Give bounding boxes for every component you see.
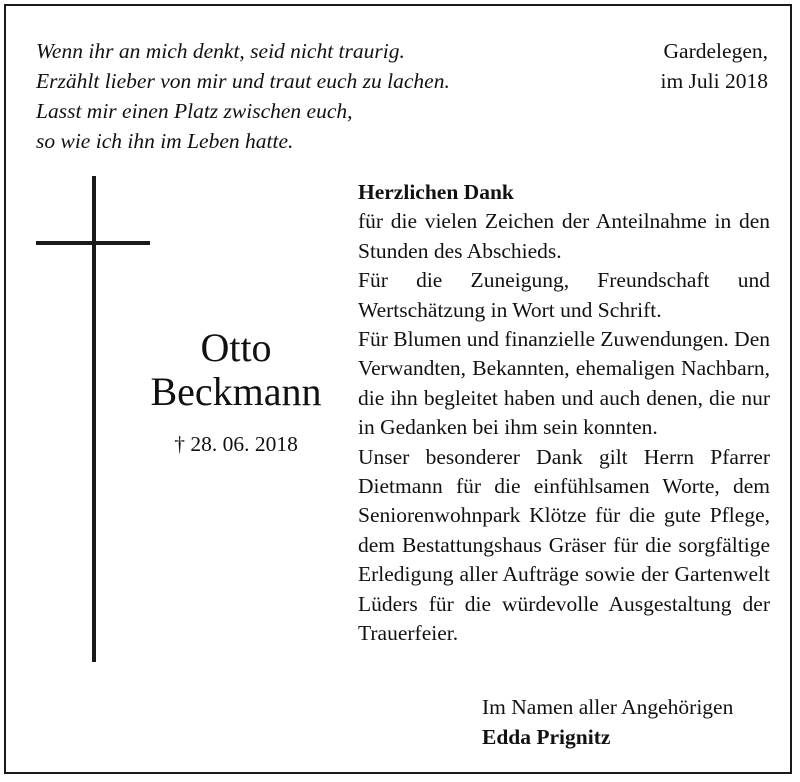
place-date	[660, 36, 768, 96]
death-date: † 28. 06. 2018	[174, 432, 298, 456]
thanks-paragraph: für die vielen Zeichen der Anteilnahme in den Stunden des Abschieds.	[358, 209, 770, 263]
signature-intro: Im Namen aller Angehörigen	[482, 695, 734, 719]
obituary-card	[4, 4, 792, 774]
deceased-first-name: Otto	[200, 325, 272, 370]
place: Gardelegen,	[663, 39, 768, 63]
thanks-paragraph: Für Blumen und finanzielle Zuwendungen. Den Verwandten, Bekannten, ehemaligen Nachbarn, die ihn begleitet haben und auch denen, die nur in Gedanken bei ihm sein konnten.	[358, 327, 770, 440]
poem-line: so wie ich ihn im Leben hatte.	[36, 129, 294, 153]
poem-line: Lasst mir einen Platz zwischen euch,	[36, 99, 353, 123]
deceased-name-block	[106, 326, 366, 458]
poem-line: Erzählt lieber von mir und traut euch zu lachen.	[36, 69, 450, 93]
thanks-heading: Herzlichen Dank	[358, 180, 514, 204]
thanks-paragraph: Unser besonderer Dank gilt Herrn Pfarrer Dietmann für die einfühlsamen Worte, dem Seniorenwohnpark Klötze für die gute Pflege, dem Bestattungshaus Gräser für die sorgfältige Erledigung aller Aufträge sowie der Gartenwelt Lüders für die würdevolle Ausgestaltung der Trauerfeier.	[358, 444, 770, 646]
thanks-text	[358, 178, 770, 649]
thanks-paragraph: Für die Zuneigung, Freundschaft und Wertschätzung in Wort und Schrift.	[358, 268, 770, 322]
deceased-last-name: Beckmann	[150, 369, 322, 414]
cross-icon	[92, 176, 96, 662]
memorial-poem	[36, 36, 450, 156]
cross-icon-bar	[36, 241, 150, 245]
date: im Juli 2018	[660, 69, 768, 93]
signature-block	[482, 692, 733, 752]
poem-line: Wenn ihr an mich denkt, seid nicht traurig.	[36, 39, 405, 63]
signer-name: Edda Prignitz	[482, 725, 611, 749]
